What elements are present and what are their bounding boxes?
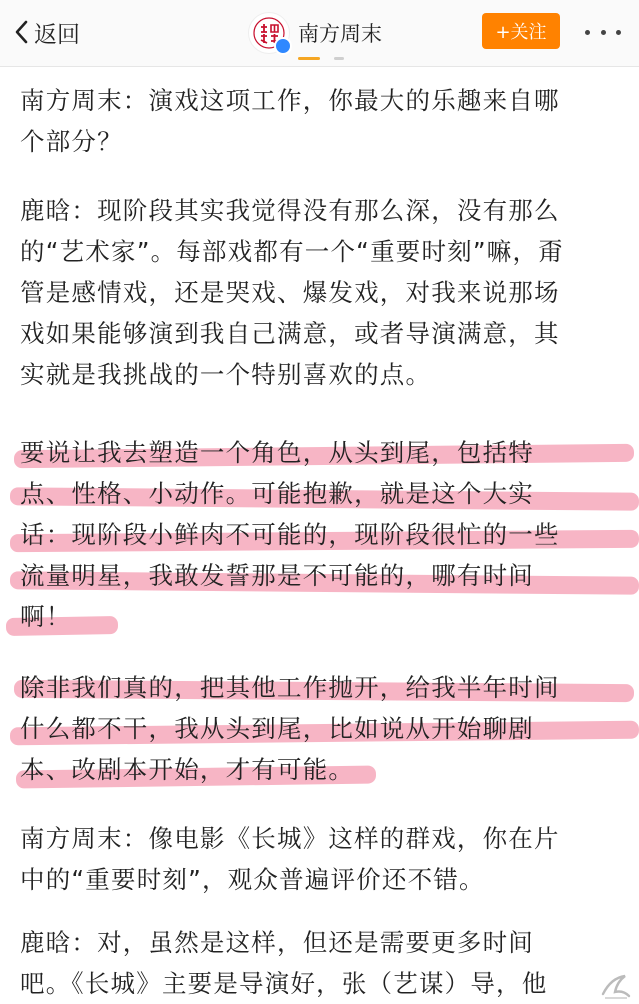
text-line: 点、性格、小动作。可能抱歉，就是这个大实 [20,479,534,508]
account-avatar[interactable] [248,12,290,54]
text-line: 除非我们真的，把其他工作抛开，给我半年时间 [20,673,560,702]
chevron-left-icon [14,20,28,44]
text-line: 管是感情戏，还是哭戏、爆发戏，对我来说那场 [20,278,560,307]
paragraph-answer-1 [20,190,632,395]
watermark-icon [599,972,633,1002]
text-line: 中的“重要时刻”，观众普遍评价还不错。 [20,865,485,894]
text-line: 的“艺术家”。每部戏都有一个“重要时刻”嘛，甭 [20,237,564,266]
account-header[interactable] [248,10,382,56]
text-line: 什么都不干，我从头到尾，比如说从开始聊剧 [20,714,534,743]
page-indicator [334,57,344,60]
page-indicator-active [298,57,320,60]
follow-button[interactable]: +关注 [482,13,560,49]
text-line: 话：现阶段小鲜肉不可能的，现阶段很忙的一些 [20,520,560,549]
text-line: 鹿晗：对，虽然是这样，但还是需要更多时间 [20,928,534,957]
top-nav-bar [0,0,639,67]
text-line: 南方周末：像电影《长城》这样的群戏，你在片 [20,824,560,853]
text-line: 鹿晗：现阶段其实我觉得没有那么深，没有那么 [20,196,560,225]
back-label: 返回 [34,21,80,48]
paragraph-question-1 [20,80,632,162]
paragraph-answer-4 [20,922,632,1004]
paragraph-question-2 [20,818,632,900]
back-button[interactable] [14,14,80,50]
text-line: 吧。《长城》主要是导演好，张（艺谋）导，他 [20,969,548,998]
text-line: 本、改剧本开始，才有可能。 [20,755,355,784]
dot-icon [601,30,606,35]
text-line: 啊！ [20,602,72,631]
text-line: 个部分？ [20,127,123,156]
text-line: 要说让我去塑造一个角色，从头到尾，包括特 [20,438,534,467]
text-line: 南方周末：演戏这项工作，你最大的乐趣来自哪 [20,86,560,115]
text-line: 实就是我挑战的一个特别喜欢的点。 [20,360,432,389]
account-name[interactable]: 南方周末 [298,22,382,46]
text-line: 流量明星，我敢发誓那是不可能的，哪有时间 [20,561,534,590]
paragraph-answer-3 [20,667,632,790]
paragraph-answer-2 [20,432,632,637]
verified-badge-icon [274,37,292,55]
dot-icon [585,30,590,35]
text-line: 戏如果能够演到我自己满意，或者导演满意，其 [20,319,560,348]
more-options-button[interactable] [585,22,621,42]
dot-icon [616,30,621,35]
